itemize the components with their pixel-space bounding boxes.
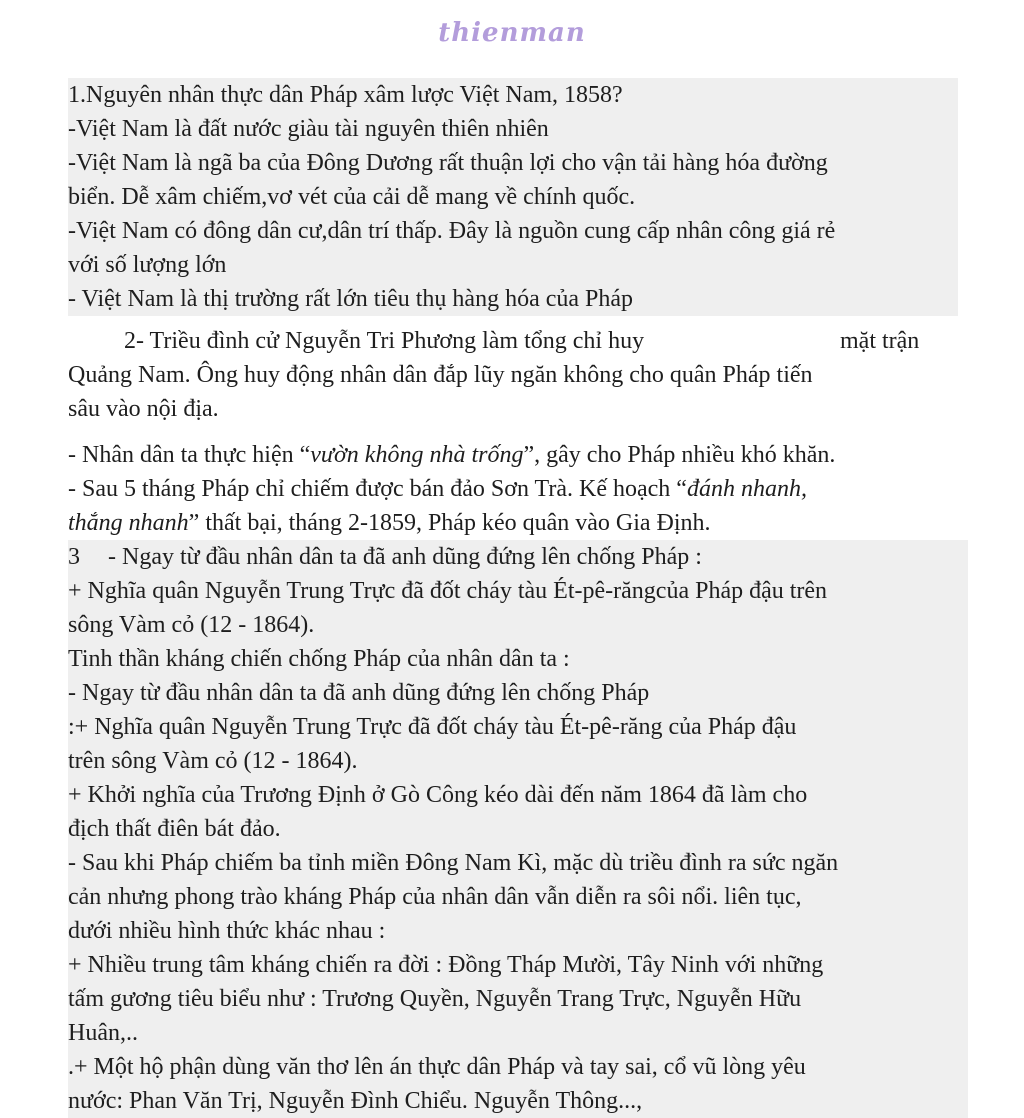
- section-2: [68, 324, 968, 540]
- section-3: [68, 540, 968, 1118]
- text-run: - Ngay từ đầu nhân dân ta đã anh dũng đứng lên chống Pháp :: [108, 544, 702, 570]
- section-1-line: biển. Dễ xâm chiếm,vơ vét của cải dễ mang về chính quốc.: [68, 180, 958, 214]
- section-2-paragraph-1: [68, 438, 968, 472]
- text-run: ”, gây cho Pháp nhiều khó khăn.: [523, 442, 836, 468]
- section-1-line: -Việt Nam có đông dân cư,dân trí thấp. Đây là nguồn cung cấp nhân công giá rẻ: [68, 214, 958, 248]
- text-run: - Nhân dân ta thực hiện “: [68, 442, 311, 468]
- text-run: ” thất bại, tháng 2-1859, Pháp kéo quân vào Gia Định.: [188, 510, 711, 536]
- section-1-line: với số lượng lớn: [68, 248, 958, 282]
- section-3-line: trên sông Vàm cỏ (12 - 1864).: [68, 744, 968, 778]
- section-2-paragraph-3: [68, 506, 968, 540]
- section-3-line: Huân,..: [68, 1016, 968, 1050]
- section-1-line: -Việt Nam là đất nước giàu tài nguyên thiên nhiên: [68, 112, 958, 146]
- section-3-line: địch thất điên bát đảo.: [68, 812, 968, 846]
- section-3-line: dưới nhiều hình thức khác nhau :: [68, 914, 968, 948]
- section-2-paragraph-2: [68, 472, 968, 506]
- section-2-line-left: 2- Triều đình cử Nguyễn Tri Phương làm tổng chỉ huy: [124, 328, 645, 354]
- italic-run: vườn không nhà trống: [310, 442, 524, 468]
- watermark-logo: thienman: [438, 18, 586, 48]
- section-3-line: - Sau khi Pháp chiếm ba tỉnh miền Đông Nam Kì, mặc dù triều đình ra sức ngăn: [68, 846, 968, 880]
- section-3-line: Tinh thần kháng chiến chống Pháp của nhân dân ta :: [68, 642, 968, 676]
- document-body: [68, 78, 968, 1118]
- text-run: - Sau 5 tháng Pháp chỉ chiếm được bán đảo Sơn Trà. Kế hoạch “: [68, 476, 687, 502]
- section-3-line: - Ngay từ đầu nhân dân ta đã anh dũng đứng lên chống Pháp: [68, 676, 968, 710]
- section-3-line: + Khởi nghĩa của Trương Định ở Gò Công kéo dài đến năm 1864 đã làm cho: [68, 778, 968, 812]
- italic-run: đánh nhanh,: [686, 476, 807, 502]
- section-3-number: 3: [68, 544, 80, 570]
- section-3-line: tấm gương tiêu biểu như : Trương Quyền, Nguyễn Trang Trực, Nguyễn Hữu: [68, 982, 968, 1016]
- section-3-line: cản nhưng phong trào kháng Pháp của nhân dân vẫn diễn ra sôi nổi. liên tục,: [68, 880, 968, 914]
- section-2-line-right: mặt trận: [840, 328, 920, 354]
- section-3-first-line: [68, 540, 968, 574]
- section-1: [68, 78, 958, 316]
- section-2-line: sâu vào nội địa.: [68, 396, 219, 422]
- section-2-line: Quảng Nam. Ông huy động nhân dân đắp lũy ngăn không cho quân Pháp tiến: [68, 362, 813, 388]
- section-3-line: :+ Nghĩa quân Nguyễn Trung Trực đã đốt cháy tàu Ét-pê-răng của Pháp đậu: [68, 710, 968, 744]
- section-3-line: + Nghĩa quân Nguyễn Trung Trực đã đốt cháy tàu Ét-pê-răngcủa Pháp đậu trên: [68, 574, 968, 608]
- section-3-line: + Nhiều trung tâm kháng chiến ra đời : Đồng Tháp Mười, Tây Ninh với những: [68, 948, 968, 982]
- section-1-title: 1.Nguyên nhân thực dân Pháp xâm lược Việt Nam, 1858?: [68, 78, 958, 112]
- section-3-line: sông Vàm cỏ (12 - 1864).: [68, 608, 968, 642]
- section-3-line: .+ Một hộ phận dùng văn thơ lên án thực dân Pháp và tay sai, cổ vũ lòng yêu: [68, 1050, 968, 1084]
- section-2-first-line: [68, 324, 994, 358]
- section-3-line: nước: Phan Văn Trị, Nguyễn Đình Chiểu. Nguyễn Thông...,: [68, 1084, 968, 1118]
- section-1-line: -Việt Nam là ngã ba của Đông Dương rất thuận lợi cho vận tải hàng hóa đường: [68, 146, 958, 180]
- section-1-line: - Việt Nam là thị trường rất lớn tiêu thụ hàng hóa của Pháp: [68, 282, 958, 316]
- italic-run: thắng nhanh: [68, 510, 189, 536]
